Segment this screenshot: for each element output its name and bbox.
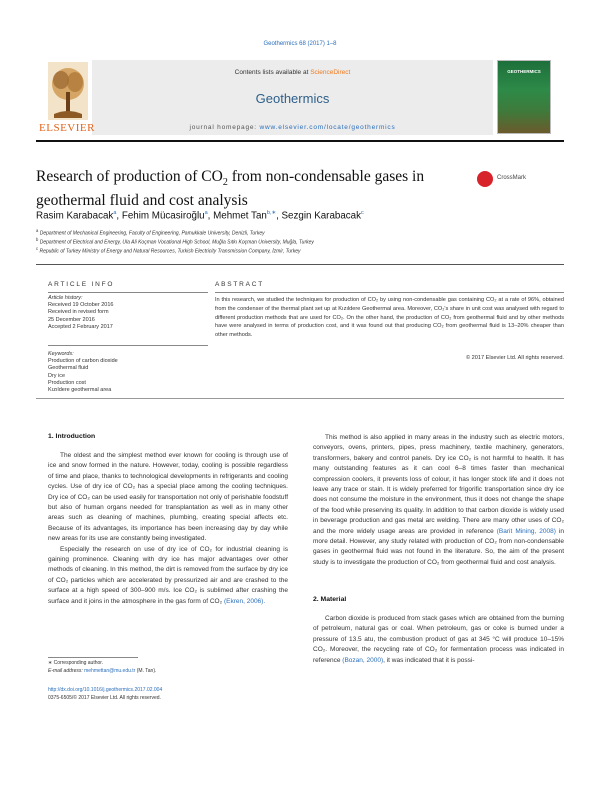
article-info-rule <box>48 292 208 293</box>
citation-link[interactable]: (Bozan, 2000) <box>342 656 384 664</box>
author-name[interactable]: Sezgin Karabacak <box>281 210 362 222</box>
crossmark-icon[interactable] <box>477 171 493 187</box>
crossmark-label[interactable]: CrossMark <box>497 175 527 181</box>
section-heading-introduction: 1. Introduction <box>48 433 96 440</box>
issn-line: 0375-6505/© 2017 Elsevier Ltd. All rights reserved. <box>48 695 161 701</box>
doi-url[interactable]: http://dx.doi.org/10.1016/j.geothermics.2017.02.004 <box>48 687 163 693</box>
journal-name[interactable]: Geothermics <box>255 91 330 106</box>
keyword: Geothermal fluid <box>48 365 89 372</box>
citation-link[interactable]: (Ekren, 2006). <box>223 597 266 605</box>
footnote-rule <box>48 657 138 658</box>
email-note: E-mail address: mehmettan@mu.edu.tr (M. Tan). <box>48 668 157 674</box>
keyword: Dry ice <box>48 372 66 379</box>
abstract-text: In this research, we studied the techniques for production of CO₂ by using non-condensable gas containing CO₂ at a rate of 96%, obtained from the condenser of the thermal plant set up at Kızıldere Geothermal area. Moreover, CO₂'s share in unit cost was analysed with regard to different production methods that are used for CO₂. On the other hand, the production of CO₂ from geothermal fluid and by other methods have were analysed in terms of production cost, and it was found out that producing CO₂ from geothermal fluid is 13–20% cheaper than other methods. <box>215 297 564 339</box>
header-divider <box>36 140 564 142</box>
corresponding-author-note: ∗ Corresponding author. <box>48 660 104 666</box>
author-name[interactable]: Fehim Mücasiroğlu <box>121 210 205 222</box>
sciencedirect-link[interactable]: ScienceDirect <box>310 69 351 76</box>
article-history: Article history: Received 19 October 2016 Received in revised form 25 December 2016 Accepted 2 February 2017 <box>48 295 114 330</box>
author-name[interactable]: Mehmet Tan <box>213 210 267 222</box>
abstract-rule <box>215 292 564 293</box>
article-info-heading: ARTICLE INFO <box>48 281 115 288</box>
keyword: Kızıldere geothermal area <box>48 387 112 394</box>
abstract-heading: ABSTRACT <box>215 281 265 288</box>
contents-prefix: Contents lists available at <box>234 69 309 76</box>
homepage-link[interactable]: www.elsevier.com/locate/geothermics <box>259 124 396 131</box>
cover-title: GEOTHERMICS <box>507 69 541 74</box>
doi-link <box>48 687 288 694</box>
homepage-label: journal homepage: <box>189 124 257 131</box>
paragraph: This method is also applied in many areas in the industry such as electric motors, conveyors, ovens, printers, pipes, press machinery, textile machinery, generators, transformers, bakery and control panels. Dry ice CO₂ is not harmful to health. It has many outstanding features as it can cool 6–8 times faster than mechanical compression coolers, it prevents loss of colour, it has longer stock life and it does not leave any trace or stain. It is widely preferred for frigorific transportation since dry ice does not consume the moisture in the environment, thus it does not change the shape of the food while preserving its quality. In addition to that carbon dioxide is widely used in beverage production and gas metal arc welding. There are many other uses of CO₂ and the more widely usage areas are provided in reference (Barit Mining, 2008) in more detail. However, any study related with production of CO₂ from non-condensable gases in geothermal fluid was not found in the literature. So, the aim of the present study is to investigate the production of CO₂ from geothermal fluid and cost analysis. <box>313 434 564 566</box>
paragraph: Especially the research on use of dry ice of CO₂ for industrial cleaning is gaining prominence. Cleaning with dry ice has major advantages over other methods of cleaning. In this method, the dirt is removed from the surface by dry ice of CO₂ particles which are accelerated by pressurized air and are crashed to the surface at a high speed of 300–900 m/s. Ice CO₂ is sublimed after crashing the surface and it joins in the atmosphere in the gas form of CO₂ (Ekren, 2006). <box>48 545 288 605</box>
affiliation-divider <box>36 264 564 265</box>
affiliation: $^c$ Republic of Turkey Ministry of Energy and Natural Resources, Turkish Electricity Transmission Company, İzmir, Turkey <box>36 246 301 255</box>
journal-citation[interactable]: Geothermics 68 (2017) 1–8 <box>263 41 337 47</box>
keywords-list: Keywords: Production of carbon dioxide Geothermal fluid Dry ice Production cost Kızıldere geothermal area <box>48 351 208 394</box>
right-column-body <box>313 433 564 568</box>
article-title: Research of production of $CO_2$ from non-condensable gases in geothermal fluid and cost analysis <box>36 168 425 210</box>
email-link[interactable]: mehmettan@mu.edu.tr <box>84 668 136 674</box>
elsevier-wordmark: ELSEVIER <box>39 122 95 134</box>
author-list: Rasim Karabacak$^a$, Fehim Mücasiroğlu$^a$, Mehmet Tan$^{b,∗}$, Sezgin Karabacak$^c$ <box>36 210 364 222</box>
abstract-copyright: © 2017 Elsevier Ltd. All rights reserved. <box>465 355 564 361</box>
author-name[interactable]: Rasim Karabacak <box>36 210 114 222</box>
affiliation: $^b$ Department of Electrical and Energy, Ula Ali Koçman Vocational High School, Muğla Sıtkı Koçman University, Muğla, Turkey <box>36 237 314 246</box>
keywords-rule <box>48 345 208 346</box>
keyword: Production of carbon dioxide <box>48 358 118 365</box>
abstract-divider <box>36 398 564 399</box>
keyword: Production cost <box>48 379 86 386</box>
material-body <box>313 614 564 666</box>
contents-line <box>92 69 493 76</box>
journal-homepage <box>92 124 493 131</box>
affiliation: $^a$ Department of Mechanical Engineering, Faculty of Engineering, Pamukkale University, Denizli, Turkey <box>36 228 265 237</box>
citation-link[interactable]: (Barit Mining, 2008) <box>496 527 556 535</box>
introduction-body <box>48 451 288 607</box>
paragraph: The oldest and the simplest method ever known for cooling is through use of ice and snow formed in the nature. However, today, cooling is possible regardless of time and place, thanks to technological developments in refrigerants and cooling cycles. Use of dry ice of CO₂ has a special place among the cooling techniques. Dry ice of CO₂ can be used easily for transportation not only of perishable foodstuff but also of human organs needed for transplantation as well as in many other areas such as cleaning of machines, plumbing, creating special affects etc. Because of its advantages, its importance has been increasing day by day while new areas for its use are constantly being investigated. <box>48 452 288 543</box>
paragraph: Carbon dioxide is produced from stack gases which are obtained from the burning of petroleum, natural gas or coal. When petroleum, gas or coke is burned under a pressure of 13.5 atu, the combustion product of gas at 345 °C will produce 10–15% CO₂. Moreover, the recycling rate of CO₂ for fermentation process was indicated in reference (Bozan, 2000), it was indicated that it is possi- <box>313 615 564 664</box>
section-heading-material: 2. Material <box>313 596 347 603</box>
